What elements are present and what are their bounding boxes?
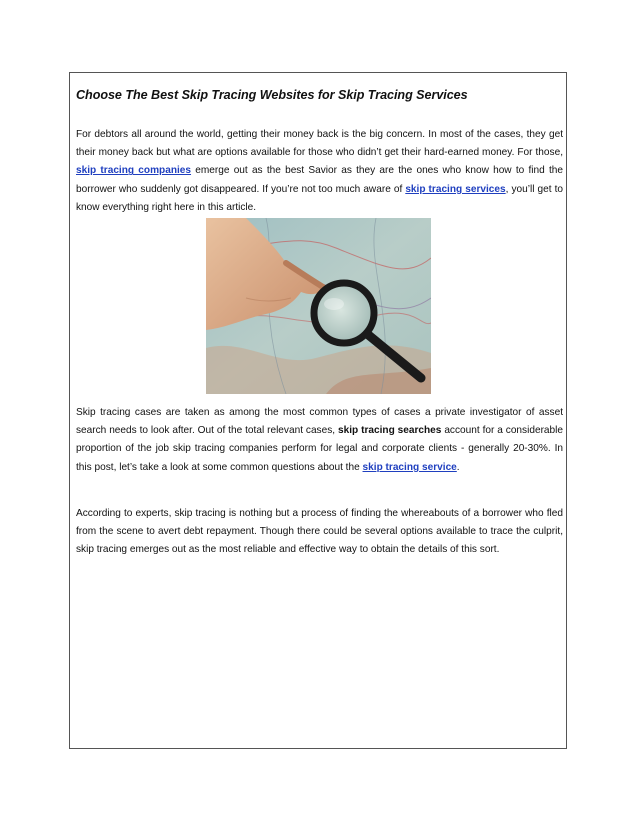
experts-paragraph: According to experts, skip tracing is nothing but a process of finding the whereabouts of a borrower who fled from the scene to avert debt repayment. Though there could be several options available to trace the culprit, skip tracing emerges out as the most reliable and effective way to obtain the details of this sort. <box>76 508 563 556</box>
cases-paragraph <box>76 404 563 477</box>
skip-tracing-searches-bold: skip tracing searches <box>337 425 442 437</box>
intro-text-2: emerge out as the best Savior as they are the ones who know how to find the borrower who suddenly got disappeared. If you’re not too much aware of <box>76 165 563 195</box>
map-magnifier-photo <box>206 218 431 394</box>
skip-tracing-service-link[interactable]: skip tracing service <box>362 461 457 473</box>
skip-tracing-services-link[interactable]: skip tracing services <box>405 183 506 195</box>
cases-text-3: . <box>456 461 460 473</box>
cases-text-2: account for a considerable proportion of the job skip tracing companies perform for legal and corporate clients - generally 20-30%. In this post, let’s take a look at some common questions about the <box>76 425 564 473</box>
intro-paragraph <box>76 126 563 217</box>
article-title: Choose The Best Skip Tracing Websites for Skip Tracing Services <box>76 88 468 102</box>
intro-text-3: , you’ll get to know everything right here in this article. <box>76 183 564 213</box>
intro-text-1: For debtors all around the world, getting their money back is the big concern. In most of the cases, they get their money back but what are options available for those who didn’t get their hard-earned money. For those, <box>76 129 563 159</box>
cases-text-1: Skip tracing cases are taken as among the most common types of cases a private investigator of asset search needs to look after. Out of the total relevant cases, <box>76 407 563 437</box>
skip-tracing-companies-link[interactable]: skip tracing companies <box>76 165 192 177</box>
